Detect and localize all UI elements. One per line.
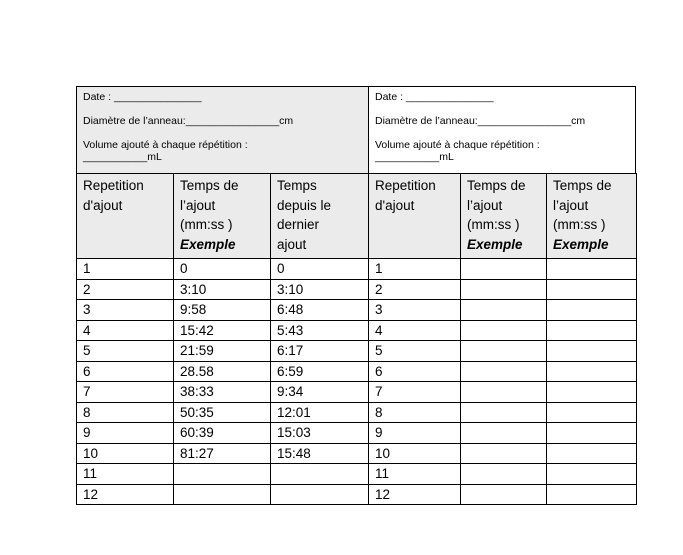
since-cell: 15:03 xyxy=(271,423,369,444)
table-row xyxy=(77,402,637,423)
volume-unit: mL xyxy=(147,151,162,163)
table-row xyxy=(77,423,637,444)
rep-cell: 4 xyxy=(369,320,461,341)
since-cell: 6:59 xyxy=(271,361,369,382)
rep-cell: 8 xyxy=(369,402,461,423)
entry-time-cell[interactable] xyxy=(461,464,547,485)
time-cell: 0 xyxy=(174,259,271,280)
entry-time-cell[interactable] xyxy=(461,300,547,321)
diameter-unit: cm xyxy=(279,115,294,127)
entry-time-cell[interactable] xyxy=(461,259,547,280)
entry-time-cell[interactable] xyxy=(547,279,637,300)
time-cell: 38:33 xyxy=(174,382,271,403)
diameter-line xyxy=(375,115,629,127)
since-cell: 6:48 xyxy=(271,300,369,321)
since-cell: 3:10 xyxy=(271,279,369,300)
table-row xyxy=(77,361,637,382)
entry-time-cell[interactable] xyxy=(547,300,637,321)
rep-cell: 5 xyxy=(77,341,174,362)
diameter-label: Diamètre de l’anneau: xyxy=(375,115,478,127)
rep-cell: 8 xyxy=(77,402,174,423)
col-header-add-time: Temps de l’ajout (mm:ss ) Exemple xyxy=(547,174,637,259)
time-cell xyxy=(174,484,271,505)
rep-cell: 7 xyxy=(369,382,461,403)
date-label: Date : xyxy=(375,91,406,103)
volume-unit: mL xyxy=(439,151,454,163)
rep-cell: 10 xyxy=(77,443,174,464)
rep-cell: 3 xyxy=(369,300,461,321)
rep-cell: 5 xyxy=(369,341,461,362)
rep-cell: 11 xyxy=(77,464,174,485)
since-cell: 12:01 xyxy=(271,402,369,423)
date-line xyxy=(83,91,362,103)
time-cell: 21:59 xyxy=(174,341,271,362)
entry-time-cell[interactable] xyxy=(547,423,637,444)
date-blank: _______________ xyxy=(405,91,494,103)
rep-cell: 12 xyxy=(369,484,461,505)
table-row xyxy=(77,279,637,300)
diameter-blank: ________________ xyxy=(477,115,572,127)
table-row xyxy=(77,320,637,341)
entry-time-cell[interactable] xyxy=(461,279,547,300)
repetition-table xyxy=(76,173,637,505)
rep-cell: 7 xyxy=(77,382,174,403)
entry-time-cell[interactable] xyxy=(461,402,547,423)
entry-time-cell[interactable] xyxy=(547,361,637,382)
time-cell: 50:35 xyxy=(174,402,271,423)
entry-time-cell[interactable] xyxy=(547,320,637,341)
volume-line xyxy=(83,151,362,163)
table-row xyxy=(77,300,637,321)
rep-cell: 2 xyxy=(77,279,174,300)
table-row xyxy=(77,484,637,505)
entry-time-cell[interactable] xyxy=(461,361,547,382)
time-cell: 60:39 xyxy=(174,423,271,444)
entry-time-cell[interactable] xyxy=(547,382,637,403)
example-label: Exemple xyxy=(467,236,523,252)
entry-header-box xyxy=(369,87,635,173)
rep-cell: 6 xyxy=(369,361,461,382)
diameter-unit: cm xyxy=(571,115,586,127)
since-cell: 9:34 xyxy=(271,382,369,403)
entry-time-cell[interactable] xyxy=(461,320,547,341)
entry-time-cell[interactable] xyxy=(461,443,547,464)
date-blank: _______________ xyxy=(113,91,202,103)
time-cell: 81:27 xyxy=(174,443,271,464)
date-line xyxy=(375,91,629,103)
rep-cell: 9 xyxy=(77,423,174,444)
diameter-line xyxy=(83,115,362,127)
since-cell: 15:48 xyxy=(271,443,369,464)
diameter-label: Diamètre de l’anneau: xyxy=(83,115,186,127)
time-cell: 9:58 xyxy=(174,300,271,321)
volume-line xyxy=(375,151,629,163)
rep-cell: 11 xyxy=(369,464,461,485)
since-cell xyxy=(271,464,369,485)
since-cell: 6:17 xyxy=(271,341,369,362)
col-header-repetition: Repetition d'ajout xyxy=(369,174,461,259)
entry-time-cell[interactable] xyxy=(547,464,637,485)
header-section xyxy=(76,86,636,173)
col-header-time-since-last: Temps depuis le dernier ajout xyxy=(271,174,369,259)
table-header-row xyxy=(77,174,637,259)
rep-cell: 1 xyxy=(369,259,461,280)
rep-cell: 1 xyxy=(77,259,174,280)
example-label: Exemple xyxy=(180,236,236,252)
date-label: Date : xyxy=(83,91,114,103)
rep-cell: 6 xyxy=(77,361,174,382)
since-cell: 0 xyxy=(271,259,369,280)
col-header-add-time: Temps de l’ajout (mm:ss ) Exemple xyxy=(461,174,547,259)
entry-time-cell[interactable] xyxy=(461,382,547,403)
entry-time-cell[interactable] xyxy=(547,402,637,423)
volume-label: Volume ajouté à chaque répétition : xyxy=(375,139,540,151)
diameter-blank: ________________ xyxy=(185,115,280,127)
rep-cell: 4 xyxy=(77,320,174,341)
example-header-box xyxy=(77,87,369,173)
time-cell xyxy=(174,464,271,485)
table-row xyxy=(77,464,637,485)
entry-time-cell[interactable] xyxy=(547,443,637,464)
col-header-add-time: Temps de l’ajout (mm:ss ) Exemple xyxy=(174,174,271,259)
table-row xyxy=(77,382,637,403)
col-header-repetition: Repetition d'ajout xyxy=(77,174,174,259)
volume-blank: ___________ xyxy=(375,151,440,163)
since-cell: 5:43 xyxy=(271,320,369,341)
entry-time-cell[interactable] xyxy=(461,423,547,444)
entry-time-cell[interactable] xyxy=(547,484,637,505)
entry-time-cell[interactable] xyxy=(547,341,637,362)
time-cell: 3:10 xyxy=(174,279,271,300)
rep-cell: 10 xyxy=(369,443,461,464)
table-row xyxy=(77,259,637,280)
volume-label: Volume ajouté à chaque répétition : xyxy=(83,139,248,151)
entry-time-cell[interactable] xyxy=(461,341,547,362)
rep-cell: 12 xyxy=(77,484,174,505)
table-row xyxy=(77,443,637,464)
table-row xyxy=(77,341,637,362)
rep-cell: 2 xyxy=(369,279,461,300)
entry-time-cell[interactable] xyxy=(461,484,547,505)
entry-time-cell[interactable] xyxy=(547,259,637,280)
rep-cell: 3 xyxy=(77,300,174,321)
time-cell: 28.58 xyxy=(174,361,271,382)
example-label: Exemple xyxy=(553,236,609,252)
data-sheet xyxy=(76,86,636,505)
since-cell xyxy=(271,484,369,505)
rep-cell: 9 xyxy=(369,423,461,444)
volume-blank: ___________ xyxy=(83,151,148,163)
time-cell: 15:42 xyxy=(174,320,271,341)
